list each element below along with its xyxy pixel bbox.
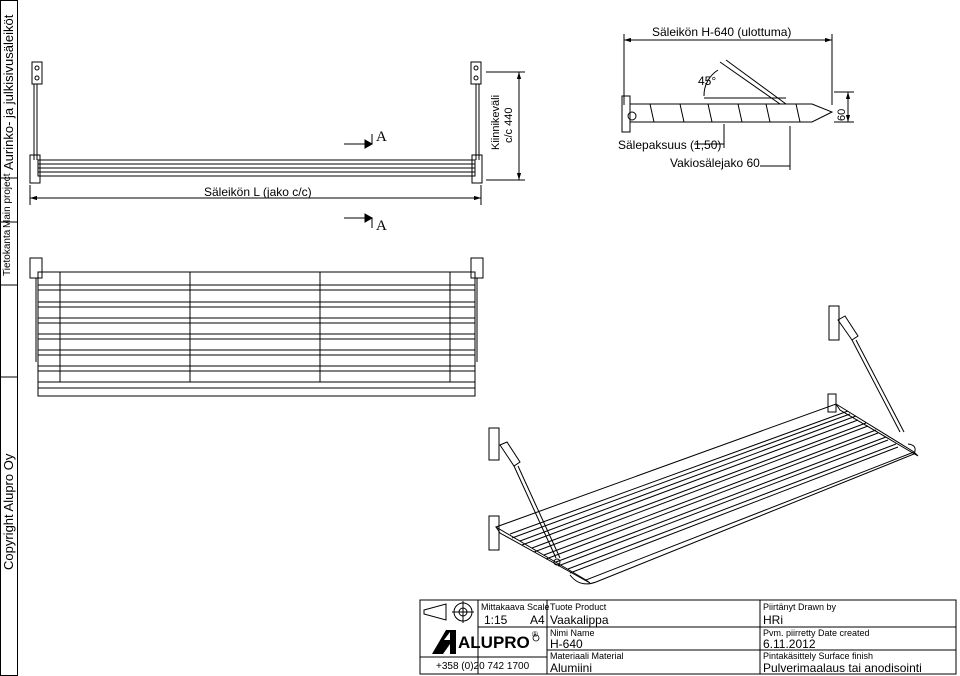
section-mark-top: A bbox=[376, 129, 387, 145]
scale-header: Mittakaava Scale bbox=[481, 602, 550, 612]
finish-header: Pintakäsittely Surface finish bbox=[763, 651, 874, 661]
sidebar-product-group: Aurinko- ja julkisivusäleiköt bbox=[1, 14, 16, 170]
product-value: Vaakalippa bbox=[550, 613, 609, 627]
section-mark-bottom: A bbox=[376, 218, 387, 234]
registered-mark: ® bbox=[532, 630, 538, 639]
sidebar-copyright: Copyright Alupro Oy bbox=[1, 453, 16, 570]
slat-spacing-label: Vakiosälejako 60 bbox=[670, 156, 760, 170]
angle-label: 45° bbox=[698, 74, 717, 88]
drawn-by-header: Piirtänyt Drawn by bbox=[763, 602, 837, 612]
sidebar-project: Main project bbox=[2, 173, 13, 228]
mount-dimension-label-2: c/c 440 bbox=[503, 107, 515, 143]
drawn-by-value: HRi bbox=[763, 613, 783, 627]
front-elevation bbox=[30, 62, 525, 205]
company-logo: ALUPRO bbox=[458, 633, 530, 652]
sidebar-category: Tietokanta bbox=[2, 229, 13, 276]
date-header: Pvm. piirretty Date created bbox=[763, 628, 870, 638]
height-dimension-label: 60 bbox=[836, 108, 848, 121]
isometric-view bbox=[489, 306, 918, 584]
finish-value: Pulverimaalaus tai anodisointi bbox=[763, 661, 922, 675]
projection-dimension-label: Säleikön H-640 (ulottuma) bbox=[652, 25, 792, 39]
name-value: H-640 bbox=[550, 637, 583, 651]
sidebar-borders bbox=[0, 1, 18, 676]
product-header: Tuote Product bbox=[550, 602, 607, 612]
date-value: 6.11.2012 bbox=[763, 637, 816, 651]
slat-thickness-label: Sälepaksuus (1,50) bbox=[618, 138, 722, 152]
name-header: Nimi Name bbox=[550, 628, 595, 638]
company-phone: +358 (0)20 742 1700 bbox=[436, 661, 530, 672]
paper-size: A4 bbox=[530, 613, 545, 627]
section-markers bbox=[344, 134, 372, 228]
plan-view bbox=[30, 258, 483, 396]
material-header: Materiaali Material bbox=[550, 651, 624, 661]
material-value: Alumiini bbox=[550, 661, 593, 675]
width-dimension-label: Säleikön L (jako c/c) bbox=[204, 185, 312, 199]
scale-value: 1:15 bbox=[484, 613, 508, 627]
mount-dimension-label-1: Kiinnikeväli bbox=[490, 94, 502, 150]
